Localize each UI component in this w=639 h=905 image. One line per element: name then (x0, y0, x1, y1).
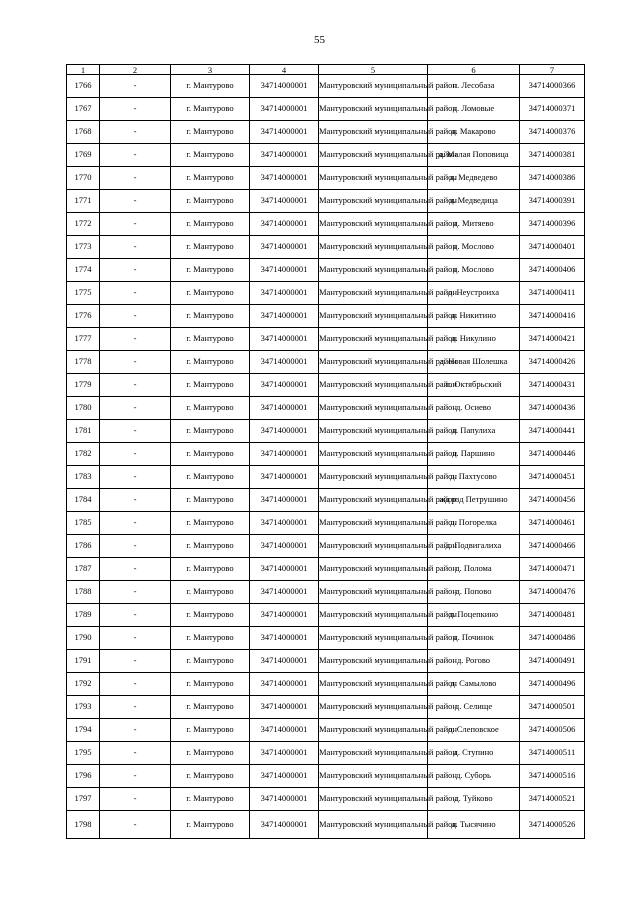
cell-settlement: д. Починок (428, 627, 520, 650)
column-header: 4 (250, 65, 319, 75)
cell-settlement-code: 34714000496 (520, 673, 585, 696)
cell-row-number: 1767 (67, 98, 100, 121)
table-row (67, 811, 585, 839)
cell-row-number: 1791 (67, 650, 100, 673)
cell-city: г. Мантурово (171, 765, 250, 788)
cell-city: г. Мантурово (171, 397, 250, 420)
cell-settlement-code: 34714000411 (520, 282, 585, 305)
cell-district: Мантуровский муниципальный район (319, 604, 428, 627)
cell-col2: - (100, 236, 171, 259)
cell-district: Мантуровский муниципальный район (319, 213, 428, 236)
cell-settlement-code: 34714000506 (520, 719, 585, 742)
cell-settlement-code: 34714000456 (520, 489, 585, 512)
cell-row-number: 1786 (67, 535, 100, 558)
cell-col2: - (100, 282, 171, 305)
cell-col2: - (100, 351, 171, 374)
cell-settlement-code: 34714000391 (520, 190, 585, 213)
cell-col2: - (100, 719, 171, 742)
cell-row-number: 1770 (67, 167, 100, 190)
cell-settlement: д. Самылово (428, 673, 520, 696)
cell-col2: - (100, 558, 171, 581)
table-row (67, 466, 585, 489)
table-row (67, 788, 585, 811)
cell-settlement: п. Октябрьский (428, 374, 520, 397)
cell-row-number: 1782 (67, 443, 100, 466)
cell-city-code: 34714000001 (250, 259, 319, 282)
cell-settlement: д. Селище (428, 696, 520, 719)
cell-city: г. Мантурово (171, 236, 250, 259)
cell-district: Мантуровский муниципальный район (319, 259, 428, 282)
cell-district: Мантуровский муниципальный район (319, 466, 428, 489)
cell-settlement: жд рзд Петрушино (428, 489, 520, 512)
cell-col2: - (100, 604, 171, 627)
cell-city: г. Мантурово (171, 374, 250, 397)
cell-city: г. Мантурово (171, 673, 250, 696)
table-row (67, 696, 585, 719)
cell-row-number: 1785 (67, 512, 100, 535)
cell-district: Мантуровский муниципальный район (319, 305, 428, 328)
cell-settlement-code: 34714000406 (520, 259, 585, 282)
cell-row-number: 1776 (67, 305, 100, 328)
cell-col2: - (100, 98, 171, 121)
cell-settlement: д. Неустроиха (428, 282, 520, 305)
table-row (67, 259, 585, 282)
cell-settlement: д. Суборь (428, 765, 520, 788)
cell-col2: - (100, 305, 171, 328)
cell-settlement-code: 34714000521 (520, 788, 585, 811)
cell-settlement-code: 34714000476 (520, 581, 585, 604)
cell-district: Мантуровский муниципальный район (319, 328, 428, 351)
cell-city-code: 34714000001 (250, 512, 319, 535)
cell-city: г. Мантурово (171, 535, 250, 558)
cell-settlement-code: 34714000431 (520, 374, 585, 397)
table-row (67, 512, 585, 535)
cell-settlement-code: 34714000436 (520, 397, 585, 420)
cell-settlement: д. Рогово (428, 650, 520, 673)
cell-row-number: 1777 (67, 328, 100, 351)
table-row (67, 98, 585, 121)
cell-row-number: 1772 (67, 213, 100, 236)
cell-col2: - (100, 696, 171, 719)
table-row (67, 604, 585, 627)
cell-city: г. Мантурово (171, 581, 250, 604)
table-row (67, 420, 585, 443)
cell-settlement: д. Тысячино (428, 811, 520, 839)
cell-settlement-code: 34714000421 (520, 328, 585, 351)
cell-city-code: 34714000001 (250, 236, 319, 259)
table-row (67, 742, 585, 765)
cell-city: г. Мантурово (171, 788, 250, 811)
cell-settlement: д. Медведево (428, 167, 520, 190)
cell-settlement: д. Никитино (428, 305, 520, 328)
cell-city-code: 34714000001 (250, 765, 319, 788)
cell-city: г. Мантурово (171, 489, 250, 512)
cell-settlement: д. Ступино (428, 742, 520, 765)
cell-city: г. Мантурово (171, 627, 250, 650)
table-row (67, 374, 585, 397)
cell-district: Мантуровский муниципальный район (319, 696, 428, 719)
cell-city-code: 34714000001 (250, 282, 319, 305)
table-row (67, 719, 585, 742)
cell-col2: - (100, 489, 171, 512)
cell-row-number: 1769 (67, 144, 100, 167)
column-header: 3 (171, 65, 250, 75)
cell-col2: - (100, 144, 171, 167)
cell-city-code: 34714000001 (250, 443, 319, 466)
table-row (67, 236, 585, 259)
cell-district: Мантуровский муниципальный район (319, 558, 428, 581)
cell-settlement: д. Паршино (428, 443, 520, 466)
cell-city-code: 34714000001 (250, 535, 319, 558)
cell-settlement: д. Подвигалиха (428, 535, 520, 558)
cell-district: Мантуровский муниципальный район (319, 512, 428, 535)
cell-row-number: 1788 (67, 581, 100, 604)
cell-settlement: д. Никулино (428, 328, 520, 351)
table-row (67, 213, 585, 236)
column-header: 7 (520, 65, 585, 75)
cell-col2: - (100, 259, 171, 282)
cell-col2: - (100, 581, 171, 604)
cell-settlement-code: 34714000451 (520, 466, 585, 489)
cell-city-code: 34714000001 (250, 811, 319, 839)
cell-row-number: 1794 (67, 719, 100, 742)
cell-settlement-code: 34714000366 (520, 75, 585, 98)
cell-city: г. Мантурово (171, 604, 250, 627)
cell-district: Мантуровский муниципальный район (319, 167, 428, 190)
cell-district: Мантуровский муниципальный район (319, 581, 428, 604)
table-row (67, 558, 585, 581)
cell-settlement: д. Папулиха (428, 420, 520, 443)
cell-city-code: 34714000001 (250, 489, 319, 512)
cell-col2: - (100, 374, 171, 397)
cell-city-code: 34714000001 (250, 328, 319, 351)
cell-settlement-code: 34714000426 (520, 351, 585, 374)
column-header: 2 (100, 65, 171, 75)
cell-city: г. Мантурово (171, 696, 250, 719)
cell-district: Мантуровский муниципальный район (319, 190, 428, 213)
cell-settlement-code: 34714000446 (520, 443, 585, 466)
cell-settlement-code: 34714000481 (520, 604, 585, 627)
cell-city-code: 34714000001 (250, 98, 319, 121)
cell-col2: - (100, 121, 171, 144)
cell-city: г. Мантурово (171, 282, 250, 305)
cell-col2: - (100, 466, 171, 489)
cell-district: Мантуровский муниципальный район (319, 236, 428, 259)
cell-row-number: 1773 (67, 236, 100, 259)
cell-settlement-code: 34714000526 (520, 811, 585, 839)
cell-district: Мантуровский муниципальный район (319, 535, 428, 558)
cell-city-code: 34714000001 (250, 305, 319, 328)
cell-city: г. Мантурово (171, 558, 250, 581)
cell-settlement-code: 34714000371 (520, 98, 585, 121)
cell-row-number: 1789 (67, 604, 100, 627)
cell-col2: - (100, 788, 171, 811)
cell-city-code: 34714000001 (250, 466, 319, 489)
cell-city-code: 34714000001 (250, 650, 319, 673)
cell-district: Мантуровский муниципальный район (319, 420, 428, 443)
cell-col2: - (100, 673, 171, 696)
table-row (67, 673, 585, 696)
cell-city-code: 34714000001 (250, 121, 319, 144)
cell-district: Мантуровский муниципальный район (319, 282, 428, 305)
table-header-row (67, 65, 585, 75)
cell-district: Мантуровский муниципальный район (319, 397, 428, 420)
cell-row-number: 1779 (67, 374, 100, 397)
cell-district: Мантуровский муниципальный район (319, 673, 428, 696)
cell-col2: - (100, 742, 171, 765)
cell-row-number: 1798 (67, 811, 100, 839)
cell-district: Мантуровский муниципальный район (319, 650, 428, 673)
cell-city: г. Мантурово (171, 75, 250, 98)
cell-settlement: д. Поцепкино (428, 604, 520, 627)
cell-row-number: 1766 (67, 75, 100, 98)
cell-city-code: 34714000001 (250, 742, 319, 765)
cell-district: Мантуровский муниципальный район (319, 374, 428, 397)
cell-city: г. Мантурово (171, 259, 250, 282)
table-row (67, 765, 585, 788)
cell-row-number: 1793 (67, 696, 100, 719)
column-header: 1 (67, 65, 100, 75)
cell-col2: - (100, 811, 171, 839)
table-row (67, 535, 585, 558)
cell-col2: - (100, 75, 171, 98)
cell-city-code: 34714000001 (250, 719, 319, 742)
cell-city-code: 34714000001 (250, 213, 319, 236)
table-row (67, 121, 585, 144)
cell-settlement-code: 34714000386 (520, 167, 585, 190)
cell-city-code: 34714000001 (250, 696, 319, 719)
cell-city: г. Мантурово (171, 190, 250, 213)
cell-settlement: д. Медведица (428, 190, 520, 213)
cell-district: Мантуровский муниципальный район (319, 811, 428, 839)
cell-row-number: 1775 (67, 282, 100, 305)
table-row (67, 443, 585, 466)
cell-row-number: 1796 (67, 765, 100, 788)
cell-city: г. Мантурово (171, 420, 250, 443)
cell-district: Мантуровский муниципальный район (319, 765, 428, 788)
cell-city: г. Мантурово (171, 121, 250, 144)
table-body (67, 75, 585, 839)
cell-city-code: 34714000001 (250, 144, 319, 167)
cell-col2: - (100, 397, 171, 420)
cell-district: Мантуровский муниципальный район (319, 98, 428, 121)
cell-row-number: 1774 (67, 259, 100, 282)
cell-settlement: д. Мослово (428, 236, 520, 259)
cell-row-number: 1787 (67, 558, 100, 581)
cell-col2: - (100, 535, 171, 558)
table-row (67, 650, 585, 673)
registry-table (66, 64, 585, 839)
cell-settlement: п. Лесобаза (428, 75, 520, 98)
cell-city: г. Мантурово (171, 443, 250, 466)
cell-row-number: 1783 (67, 466, 100, 489)
cell-district: Мантуровский муниципальный район (319, 788, 428, 811)
cell-city: г. Мантурово (171, 305, 250, 328)
cell-settlement-code: 34714000401 (520, 236, 585, 259)
cell-settlement: д. Полома (428, 558, 520, 581)
cell-settlement: д. Макарово (428, 121, 520, 144)
cell-row-number: 1795 (67, 742, 100, 765)
cell-col2: - (100, 328, 171, 351)
table-row (67, 75, 585, 98)
cell-settlement-code: 34714000461 (520, 512, 585, 535)
table-row (67, 305, 585, 328)
cell-settlement-code: 34714000511 (520, 742, 585, 765)
cell-settlement-code: 34714000491 (520, 650, 585, 673)
table-row (67, 351, 585, 374)
cell-row-number: 1790 (67, 627, 100, 650)
cell-settlement: д. Осиево (428, 397, 520, 420)
table-row (67, 328, 585, 351)
cell-col2: - (100, 650, 171, 673)
cell-row-number: 1781 (67, 420, 100, 443)
cell-city: г. Мантурово (171, 512, 250, 535)
cell-city-code: 34714000001 (250, 397, 319, 420)
cell-city-code: 34714000001 (250, 420, 319, 443)
table-row (67, 489, 585, 512)
cell-settlement: д. Туйково (428, 788, 520, 811)
cell-city-code: 34714000001 (250, 558, 319, 581)
cell-city: г. Мантурово (171, 213, 250, 236)
cell-city: г. Мантурово (171, 144, 250, 167)
cell-row-number: 1784 (67, 489, 100, 512)
cell-settlement: д. Ломовые (428, 98, 520, 121)
table-row (67, 190, 585, 213)
cell-settlement: д. Мослово (428, 259, 520, 282)
cell-row-number: 1778 (67, 351, 100, 374)
cell-settlement-code: 34714000416 (520, 305, 585, 328)
cell-city-code: 34714000001 (250, 167, 319, 190)
cell-settlement: д. Попово (428, 581, 520, 604)
cell-settlement-code: 34714000471 (520, 558, 585, 581)
cell-city: г. Мантурово (171, 811, 250, 839)
cell-col2: - (100, 512, 171, 535)
cell-city: г. Мантурово (171, 167, 250, 190)
cell-settlement: д. Слеповское (428, 719, 520, 742)
cell-city-code: 34714000001 (250, 581, 319, 604)
cell-district: Мантуровский муниципальный район (319, 627, 428, 650)
cell-city-code: 34714000001 (250, 190, 319, 213)
cell-row-number: 1768 (67, 121, 100, 144)
column-header: 6 (428, 65, 520, 75)
cell-settlement: д. Малая Поповица (428, 144, 520, 167)
cell-city: г. Мантурово (171, 719, 250, 742)
cell-city-code: 34714000001 (250, 627, 319, 650)
cell-district: Мантуровский муниципальный район (319, 443, 428, 466)
cell-city: г. Мантурово (171, 351, 250, 374)
cell-city-code: 34714000001 (250, 374, 319, 397)
cell-row-number: 1771 (67, 190, 100, 213)
table-row (67, 144, 585, 167)
cell-city-code: 34714000001 (250, 75, 319, 98)
cell-settlement: д. Погорелка (428, 512, 520, 535)
cell-col2: - (100, 167, 171, 190)
cell-col2: - (100, 190, 171, 213)
cell-row-number: 1797 (67, 788, 100, 811)
cell-settlement-code: 34714000466 (520, 535, 585, 558)
table-row (67, 581, 585, 604)
cell-district: Мантуровский муниципальный район (319, 719, 428, 742)
column-header: 5 (319, 65, 428, 75)
cell-city-code: 34714000001 (250, 604, 319, 627)
cell-settlement-code: 34714000501 (520, 696, 585, 719)
table-row (67, 167, 585, 190)
cell-city-code: 34714000001 (250, 351, 319, 374)
cell-col2: - (100, 443, 171, 466)
cell-settlement-code: 34714000396 (520, 213, 585, 236)
cell-row-number: 1780 (67, 397, 100, 420)
cell-settlement-code: 34714000486 (520, 627, 585, 650)
cell-city: г. Мантурово (171, 742, 250, 765)
cell-settlement-code: 34714000381 (520, 144, 585, 167)
cell-district: Мантуровский муниципальный район (319, 742, 428, 765)
cell-col2: - (100, 627, 171, 650)
table-row (67, 397, 585, 420)
cell-city: г. Мантурово (171, 466, 250, 489)
cell-settlement-code: 34714000441 (520, 420, 585, 443)
cell-city-code: 34714000001 (250, 788, 319, 811)
cell-col2: - (100, 420, 171, 443)
cell-city: г. Мантурово (171, 98, 250, 121)
cell-city-code: 34714000001 (250, 673, 319, 696)
cell-col2: - (100, 765, 171, 788)
cell-district: Мантуровский муниципальный район (319, 75, 428, 98)
cell-city: г. Мантурово (171, 328, 250, 351)
table-row (67, 282, 585, 305)
cell-col2: - (100, 213, 171, 236)
table-row (67, 627, 585, 650)
cell-settlement: д. Митяево (428, 213, 520, 236)
page-number: 55 (314, 34, 325, 46)
cell-settlement-code: 34714000376 (520, 121, 585, 144)
cell-settlement-code: 34714000516 (520, 765, 585, 788)
cell-settlement: д. Новая Шолешка (428, 351, 520, 374)
cell-city: г. Мантурово (171, 650, 250, 673)
cell-district: Мантуровский муниципальный район (319, 351, 428, 374)
cell-district: Мантуровский муниципальный район (319, 489, 428, 512)
cell-settlement: д. Пахтусово (428, 466, 520, 489)
cell-district: Мантуровский муниципальный район (319, 144, 428, 167)
cell-row-number: 1792 (67, 673, 100, 696)
cell-district: Мантуровский муниципальный район (319, 121, 428, 144)
